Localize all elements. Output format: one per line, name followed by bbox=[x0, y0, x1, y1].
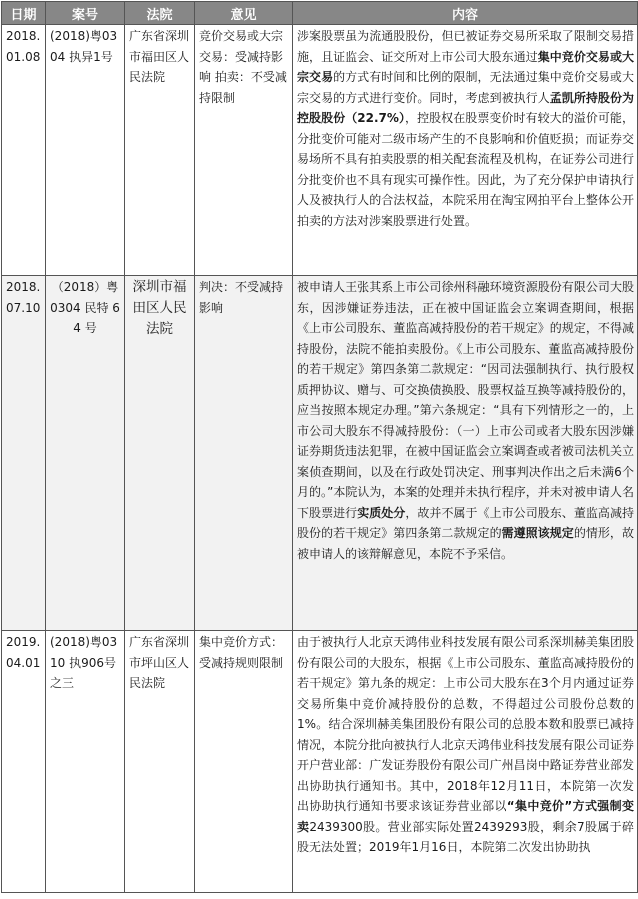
cell-content bbox=[293, 276, 638, 631]
content-text: 被申请人王张其系上市公司徐州科融环境资源股份有限公司大股东，因涉嫌证券违法，正在被中国证监会立案调查期间，根据《上市公司股东、董监高减持股份的若干规定》的规定，不得减持股份，法院不能拍卖股份。《上市公司股东、董监高减持股份的若干规定》第四条第二款规定：“因司法强制执行、执行股权质押协议、赠与、可交换债换股、股票权益互换等减持股份的，应当按照本规定办理。”第六条规定：“具有下列情形之一的，上市公司大股东不得减持股份：（一）上市公司或者大股东因涉嫌证券期货违法犯罪，在被中国证监会立案调查或者被司法机关立案侦查期间，以及在行政处罚决定、刑事判决作出之后未满6个月的。”本院认为，本案的处理并未执行程序，并未对被申请人名下股票进行 bbox=[297, 280, 634, 520]
content-text: 涉案股票虽为流通股股份，但已被证券交易所采取了限制交易措施，且证监会、证交所对上市公司大股东通过 bbox=[297, 29, 634, 64]
table-row bbox=[2, 631, 638, 893]
cell-court: 广东省深圳市福田区人民法院 bbox=[125, 25, 195, 276]
cell-case-no: （2018）粤 0304 民特 64 号 bbox=[46, 276, 125, 631]
cell-date: 2019.04.01 bbox=[2, 631, 46, 893]
content-emphasis: 实质处分 bbox=[357, 505, 406, 520]
content-emphasis: 孟凯所持股份为控股股份（22.7%） bbox=[297, 90, 634, 125]
content-emphasis: 集中竞价交易或大宗交易 bbox=[297, 49, 634, 84]
content-text: ，控股权在股票变价时有较大的溢价可能，分批变价可能对二级市场产生的不良影响和价值贬损；而证券交易场所不具有拍卖股票的相关配套流程及机构，在证券公司进行分批变价也不具有现实可操作性。因此，为了充分保护申请执行人及被执行人的合法权益，本院采用在淘宝网拍平台上整体公开拍卖的方法对涉案股票进行处置。 bbox=[297, 111, 634, 228]
header-date: 日期 bbox=[2, 2, 46, 25]
content-emphasis: 需遵照该规定 bbox=[501, 526, 574, 540]
header-opinion: 意见 bbox=[195, 2, 293, 25]
content-text: 2439300股。营业部实际处置2439293股，剩余7股属于碎股无法处置；2019年1月16日，本院第二次发出协助执 bbox=[297, 819, 634, 854]
cell-case-no: (2018)粤0304 执异1号 bbox=[46, 25, 125, 276]
table-row bbox=[2, 25, 638, 276]
header-case-no: 案号 bbox=[46, 2, 125, 25]
judgment-table bbox=[1, 1, 638, 893]
cell-date: 2018.07.10 bbox=[2, 276, 46, 631]
content-text: ，故并不属于《上市公司股东、董监高减持股份的若干规定》第四条第二款规定的 bbox=[297, 505, 634, 540]
cell-opinion: 竞价交易或大宗交易：受减持影响 拍卖：不受减持限制 bbox=[195, 25, 293, 276]
cell-case-no: (2018)粤0310 执906号之三 bbox=[46, 631, 125, 893]
header-court: 法院 bbox=[125, 2, 195, 25]
cell-opinion: 判决：不受减持影响 bbox=[195, 276, 293, 631]
content-text: 由于被执行人北京天鸿伟业科技发展有限公司系深圳赫美集团股份有限公司的大股东，根据《上市公司股东、董监高减持股份的若干规定》第九条的规定：上市公司大股东在3个月内通过证券交易所集中竞价减持股份的总数，不得超过公司股份总数的1%。结合深圳赫美集团股份有限公司的总股本数和股票已减持情况，本院分批向被执行人北京天鸿伟业科技发展有限公司证券开户营业部：广发证券股份有限公司广州昌岗中路证券营业部发出协助执行通知书。其中，2018年12月11日，本院第一次发出协助执行通知书要求该证券营业部以 bbox=[297, 635, 634, 813]
cell-content bbox=[293, 25, 638, 276]
content-emphasis: “集中竞价”方式强制变卖 bbox=[297, 799, 634, 834]
table-header-row bbox=[2, 2, 638, 25]
content-text: 的情形，故被申请人的该辩解意见，本院不予采信。 bbox=[297, 526, 634, 561]
cell-court: 广东省深圳市坪山区人民法院 bbox=[125, 631, 195, 893]
cell-content bbox=[293, 631, 638, 893]
content-text: 的方式有时间和比例的限制，无法通过集中竞价交易或大宗交易的方式进行变价。同时，考虑到被执行人 bbox=[297, 70, 634, 105]
cell-court: 深圳市福田区人民法院 bbox=[125, 276, 195, 631]
table-row bbox=[2, 276, 638, 631]
cell-date: 2018.01.08 bbox=[2, 25, 46, 276]
header-content: 内容 bbox=[293, 2, 638, 25]
cell-opinion: 集中竞价方式：受减持规则限制 bbox=[195, 631, 293, 893]
